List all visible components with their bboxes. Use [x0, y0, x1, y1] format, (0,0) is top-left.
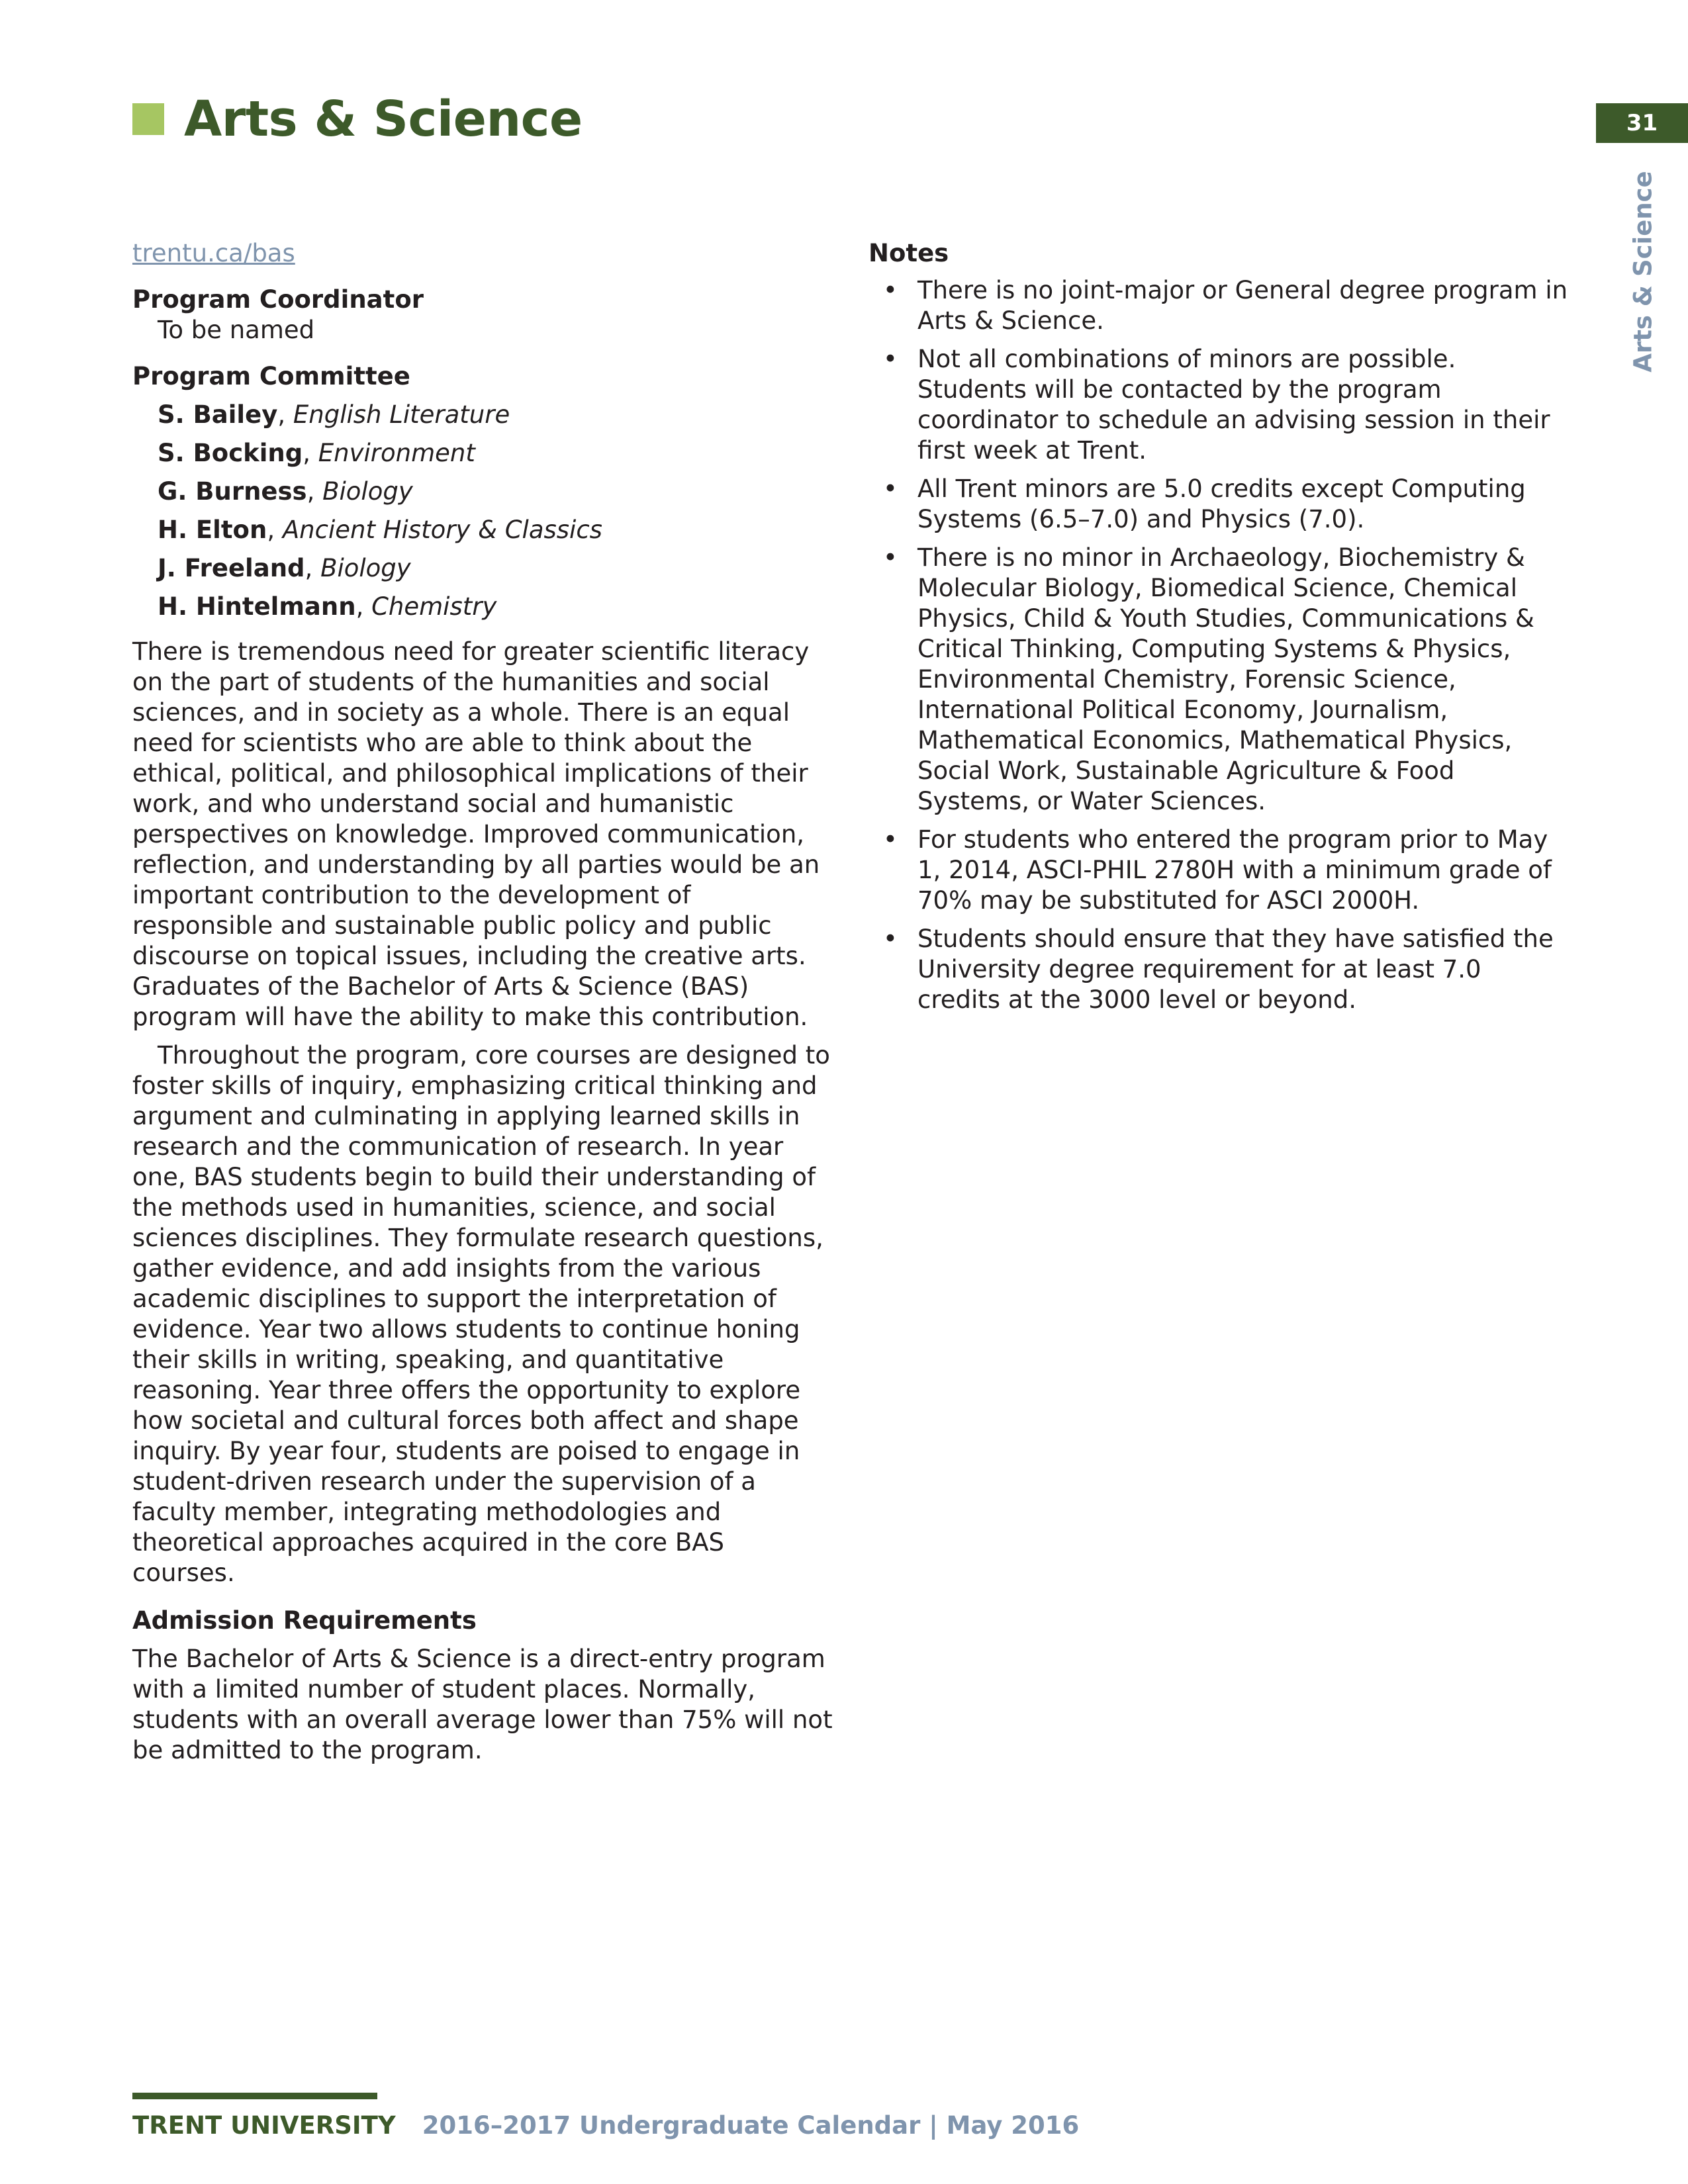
- note-text: Not all combinations of minors are possible. Students will be contacted by the program coordinator to schedule an advising session in their first week at Trent.: [917, 345, 1550, 465]
- member-department: Chemistry: [371, 592, 497, 621]
- bullet-icon: •: [883, 475, 898, 503]
- footer-calendar: 2016–2017 Undergraduate Calendar | May 2016: [422, 2111, 1080, 2140]
- notes-list: [868, 275, 1570, 1015]
- member-department: Biology: [322, 477, 413, 506]
- member-name: H. Elton: [158, 516, 267, 544]
- list-item: [868, 275, 1570, 336]
- note-text: For students who entered the program prior to May 1, 2014, ASCI-PHIL 2780H with a minimum grade of 70% may be substituted for ASCI 2000H.: [917, 825, 1552, 915]
- footer-rule: [132, 2093, 377, 2099]
- bullet-icon: •: [883, 345, 898, 373]
- committee-member: [132, 438, 834, 469]
- bullet-icon: •: [883, 543, 898, 572]
- admission-heading: Admission Requirements: [132, 1606, 477, 1635]
- member-name: G. Burness: [158, 477, 307, 506]
- member-name: S. Bailey: [158, 400, 278, 429]
- page-footer: [132, 2111, 1079, 2140]
- page-header: [132, 93, 583, 146]
- member-name: J. Freeland: [158, 554, 305, 582]
- bullet-icon: •: [883, 825, 898, 854]
- member-separator: ,: [305, 554, 321, 582]
- list-item: [868, 543, 1570, 817]
- member-separator: ,: [355, 592, 372, 621]
- page-title: Arts & Science: [184, 91, 583, 148]
- side-section-tab: [1610, 170, 1676, 373]
- left-column: [132, 238, 834, 1766]
- member-separator: ,: [306, 477, 323, 506]
- bullet-icon: •: [883, 276, 898, 304]
- title-square-icon: [132, 103, 164, 135]
- side-section-label: Arts & Science: [1628, 170, 1658, 373]
- committee-heading: Program Committee: [132, 362, 410, 390]
- member-department: Ancient History & Classics: [282, 516, 602, 544]
- note-text: There is no minor in Archaeology, Biochemistry & Molecular Biology, Biomedical Science, Chemical Physics, Child & Youth Studies, Communications & Critical Thinking, Computing Systems & Physics, Environmental Chemistry, Forensic Science, International Political Economy, Journalism, Mathematical Economics, Mathematical Physics, Social Work, Sustainable Agriculture & Food Systems, or Water Sciences.: [917, 543, 1534, 815]
- note-text: There is no joint-major or General degree program in Arts & Science.: [917, 276, 1568, 335]
- committee-section: [132, 361, 834, 622]
- committee-member: [132, 515, 834, 545]
- list-item: [868, 474, 1570, 535]
- intro-paragraph: There is tremendous need for greater scientific literacy on the part of students of the humanities and social sciences, and in society as a whole. There is an equal need for scientists who are able to think about the ethical, political, and philosophical implications of their work, and who understand social and humanistic perspectives on knowledge. Improved communication, reflection, and understanding by all parties would be an important contribution to the development of responsible and sustainable public policy and public discourse on topical issues, including the creative arts. Graduates of the Bachelor of Arts & Science (BAS) program will have the ability to make this contribution.: [132, 637, 820, 1031]
- footer-university: TRENT UNIVERSITY: [132, 2111, 396, 2140]
- member-department: Environment: [318, 439, 475, 467]
- program-link[interactable]: trentu.ca/bas: [132, 239, 295, 267]
- member-separator: ,: [303, 439, 318, 467]
- note-text: Students should ensure that they have satisfied the University degree requirement for at least 7.0 credits at the 3000 level or beyond.: [917, 925, 1554, 1014]
- note-text: All Trent minors are 5.0 credits except Computing Systems (6.5–7.0) and Physics (7.0).: [917, 475, 1526, 533]
- member-name: S. Bocking: [158, 439, 303, 467]
- right-column: [868, 238, 1570, 1023]
- coordinator-section: [132, 285, 834, 345]
- member-separator: ,: [267, 516, 283, 544]
- program-paragraph: Throughout the program, core courses are designed to foster skills of inquiry, emphasizing critical thinking and argument and culminating in applying learned skills in research and the communication of research. In year one, BAS students begin to build their understanding of the methods used in humanities, science, and social sciences disciplines. They formulate research questions, gather evidence, and add insights from the various academic disciplines to support the interpretation of evidence. Year two allows students to continue honing their skills in writing, speaking, and quantitative reasoning. Year three offers the opportunity to explore how societal and cultural forces both affect and shape inquiry. By year four, students are poised to engage in student-driven research under the supervision of a faculty member, integrating methodologies and theoretical approaches acquired in the core BAS courses.: [132, 1041, 830, 1587]
- list-item: [868, 924, 1570, 1015]
- bullet-icon: •: [883, 925, 898, 953]
- member-department: English Literature: [293, 400, 510, 429]
- member-separator: ,: [277, 400, 293, 429]
- committee-member: [132, 553, 834, 584]
- committee-member: [132, 477, 834, 507]
- list-item: [868, 344, 1570, 466]
- member-department: Biology: [320, 554, 411, 582]
- notes-heading: Notes: [868, 239, 949, 267]
- member-name: H. Hintelmann: [158, 592, 356, 621]
- list-item: [868, 825, 1570, 916]
- committee-member: [132, 592, 834, 622]
- coordinator-value: To be named: [158, 316, 315, 344]
- coordinator-heading: Program Coordinator: [132, 285, 424, 314]
- page-number-badge: 31: [1596, 103, 1688, 143]
- committee-member: [132, 400, 834, 430]
- admission-paragraph: The Bachelor of Arts & Science is a direct-entry program with a limited number of student places. Normally, students with an overall average lower than 75% will not be admitted to the program.: [132, 1645, 833, 1764]
